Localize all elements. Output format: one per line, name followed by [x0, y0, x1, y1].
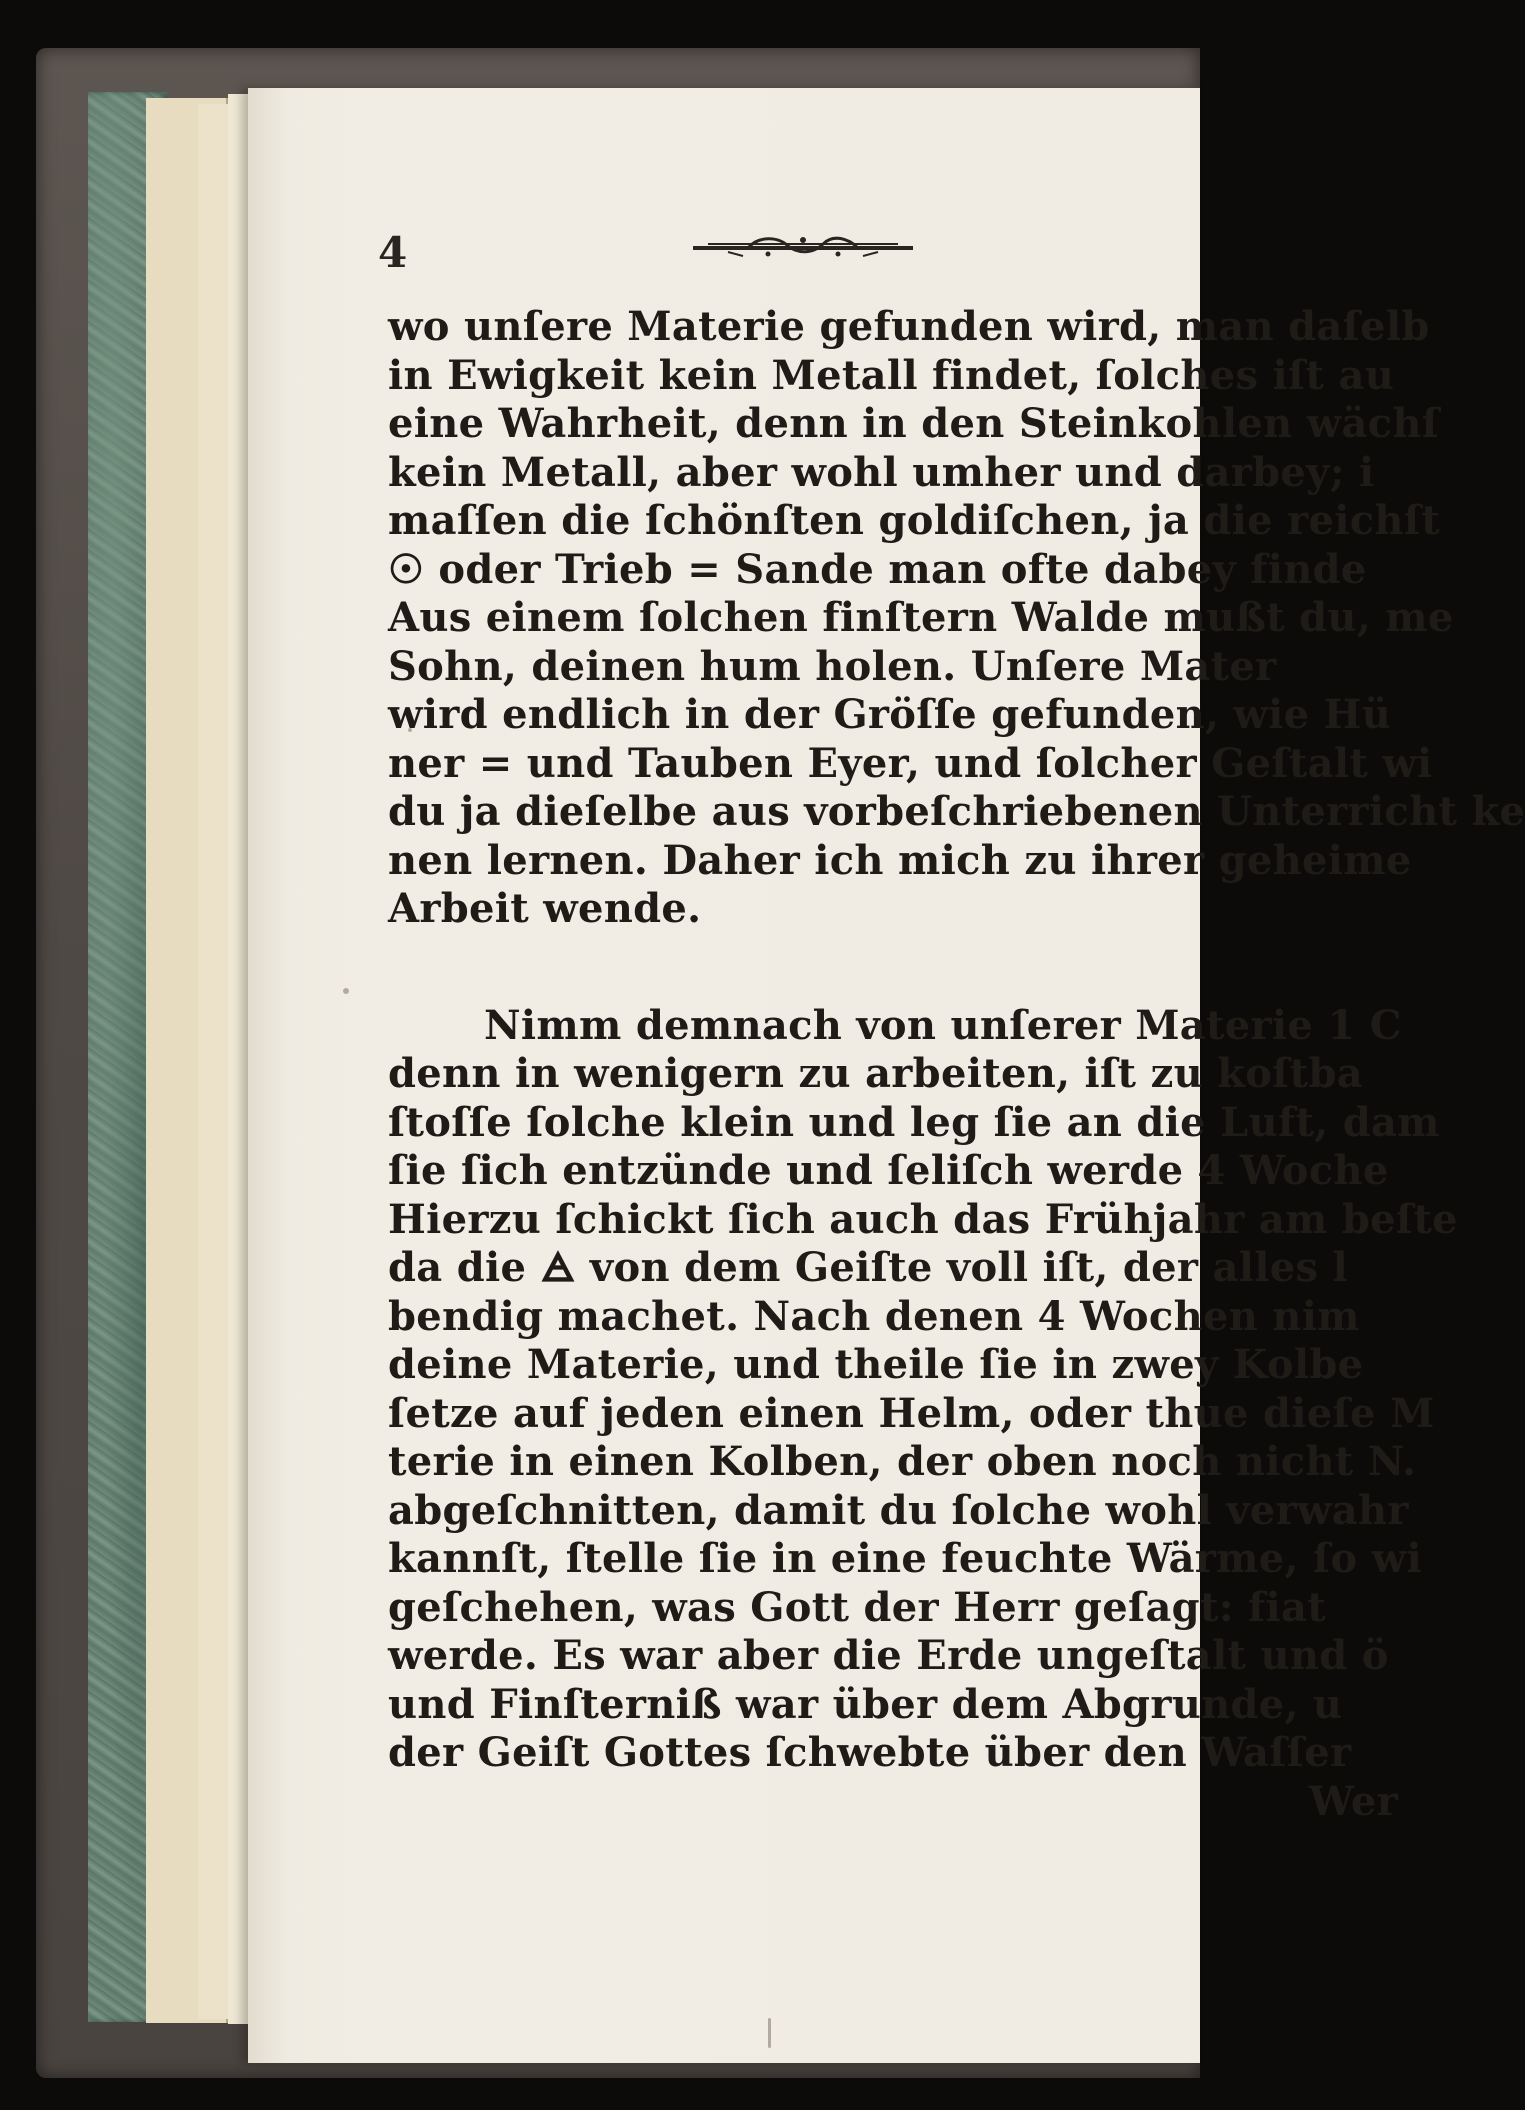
text-line: in Ewigkeit kein Metall findet, ſolches iſt au	[388, 351, 1395, 399]
text-line: und Finſterniß war über dem Abgrunde, u	[388, 1680, 1343, 1728]
text-line: kein Metall, aber wohl umher und darbey; i	[388, 448, 1375, 496]
page-text	[388, 303, 1525, 1826]
text-line: deine Materie, und theile ſie in zwey Kolbe	[388, 1341, 1364, 1388]
text-line: wo unſere Materie gefunden wird, man daſelb	[388, 303, 1430, 350]
text-line: ner = und Tauben Eyer, und ſolcher Geſtalt wi	[388, 739, 1433, 787]
text-line: ſtoſſe ſolche klein und leg ſie an die Luft, dam	[388, 1098, 1440, 1146]
text-line: ſetze auf jeden einen Helm, oder thue dieſe M	[388, 1389, 1435, 1437]
catchword: Wer	[1308, 1777, 1398, 1825]
text-line: terie in einen Kolben, der oben noch nicht N.	[388, 1438, 1417, 1485]
text-line: du ja dieſelbe aus vorbeſchriebenen Unterricht ke	[388, 788, 1525, 835]
text-line: Arbeit wende.	[388, 885, 702, 932]
text-line: Aus einem ſolchen finſtern Walde mußt du, me	[388, 594, 1454, 641]
text-line: bendig machet. Nach denen 4 Wochen nim	[388, 1292, 1360, 1340]
book-page	[248, 88, 1525, 2063]
text-line: wird endlich in der Gröſſe gefunden, wie Hü	[388, 691, 1392, 738]
page-number: 4	[378, 228, 408, 277]
paragraph-gap	[388, 934, 1218, 1002]
text-line: geſchehen, was Gott der Herr geſagt: fiat	[388, 1583, 1327, 1631]
text-line: der Geiſt Gottes ſchwebte über den Waſſer	[388, 1729, 1352, 1776]
text-line: Sohn, deinen hum holen. Unſere Mater	[388, 642, 1277, 690]
text-line: da die 🜁 von dem Geiſte voll iſt, der alles l	[388, 1244, 1348, 1291]
text-line: maſſen die ſchönſten goldiſchen, ja die reichſt	[388, 497, 1441, 544]
text-line: denn in wenigern zu arbeiten, iſt zu koſtba	[388, 1050, 1363, 1097]
text-line: eine Wahrheit, denn in den Steinkohlen wächſ	[388, 400, 1440, 447]
paper-fleck	[343, 988, 349, 994]
text-line: kannſt, ſtelle ſie in eine feuchte Wärme, ſo wi	[388, 1535, 1422, 1582]
text-line: Hierzu ſchickt ſich auch das Frühjahr am beſte	[388, 1195, 1458, 1243]
text-line: werde. Es war aber die Erde ungeſtalt und ö	[388, 1632, 1389, 1679]
text-line: Nimm demnach von unſerer Materie 1 C	[484, 1001, 1402, 1049]
text-line: ☉ oder Trieb = Sande man ofte dabey finde	[388, 545, 1367, 593]
paper-fleck	[768, 2018, 771, 2048]
ornament-rule-icon	[688, 226, 918, 266]
text-line: abgeſchnitten, damit du ſolche wohl verwahr	[388, 1486, 1409, 1534]
text-line: ſie ſich entzünde und ſeliſch werde 4 Woche	[388, 1147, 1389, 1194]
paper-fleck	[408, 728, 412, 732]
text-line: nen lernen. Daher ich mich zu ihrer geheime	[388, 836, 1412, 884]
